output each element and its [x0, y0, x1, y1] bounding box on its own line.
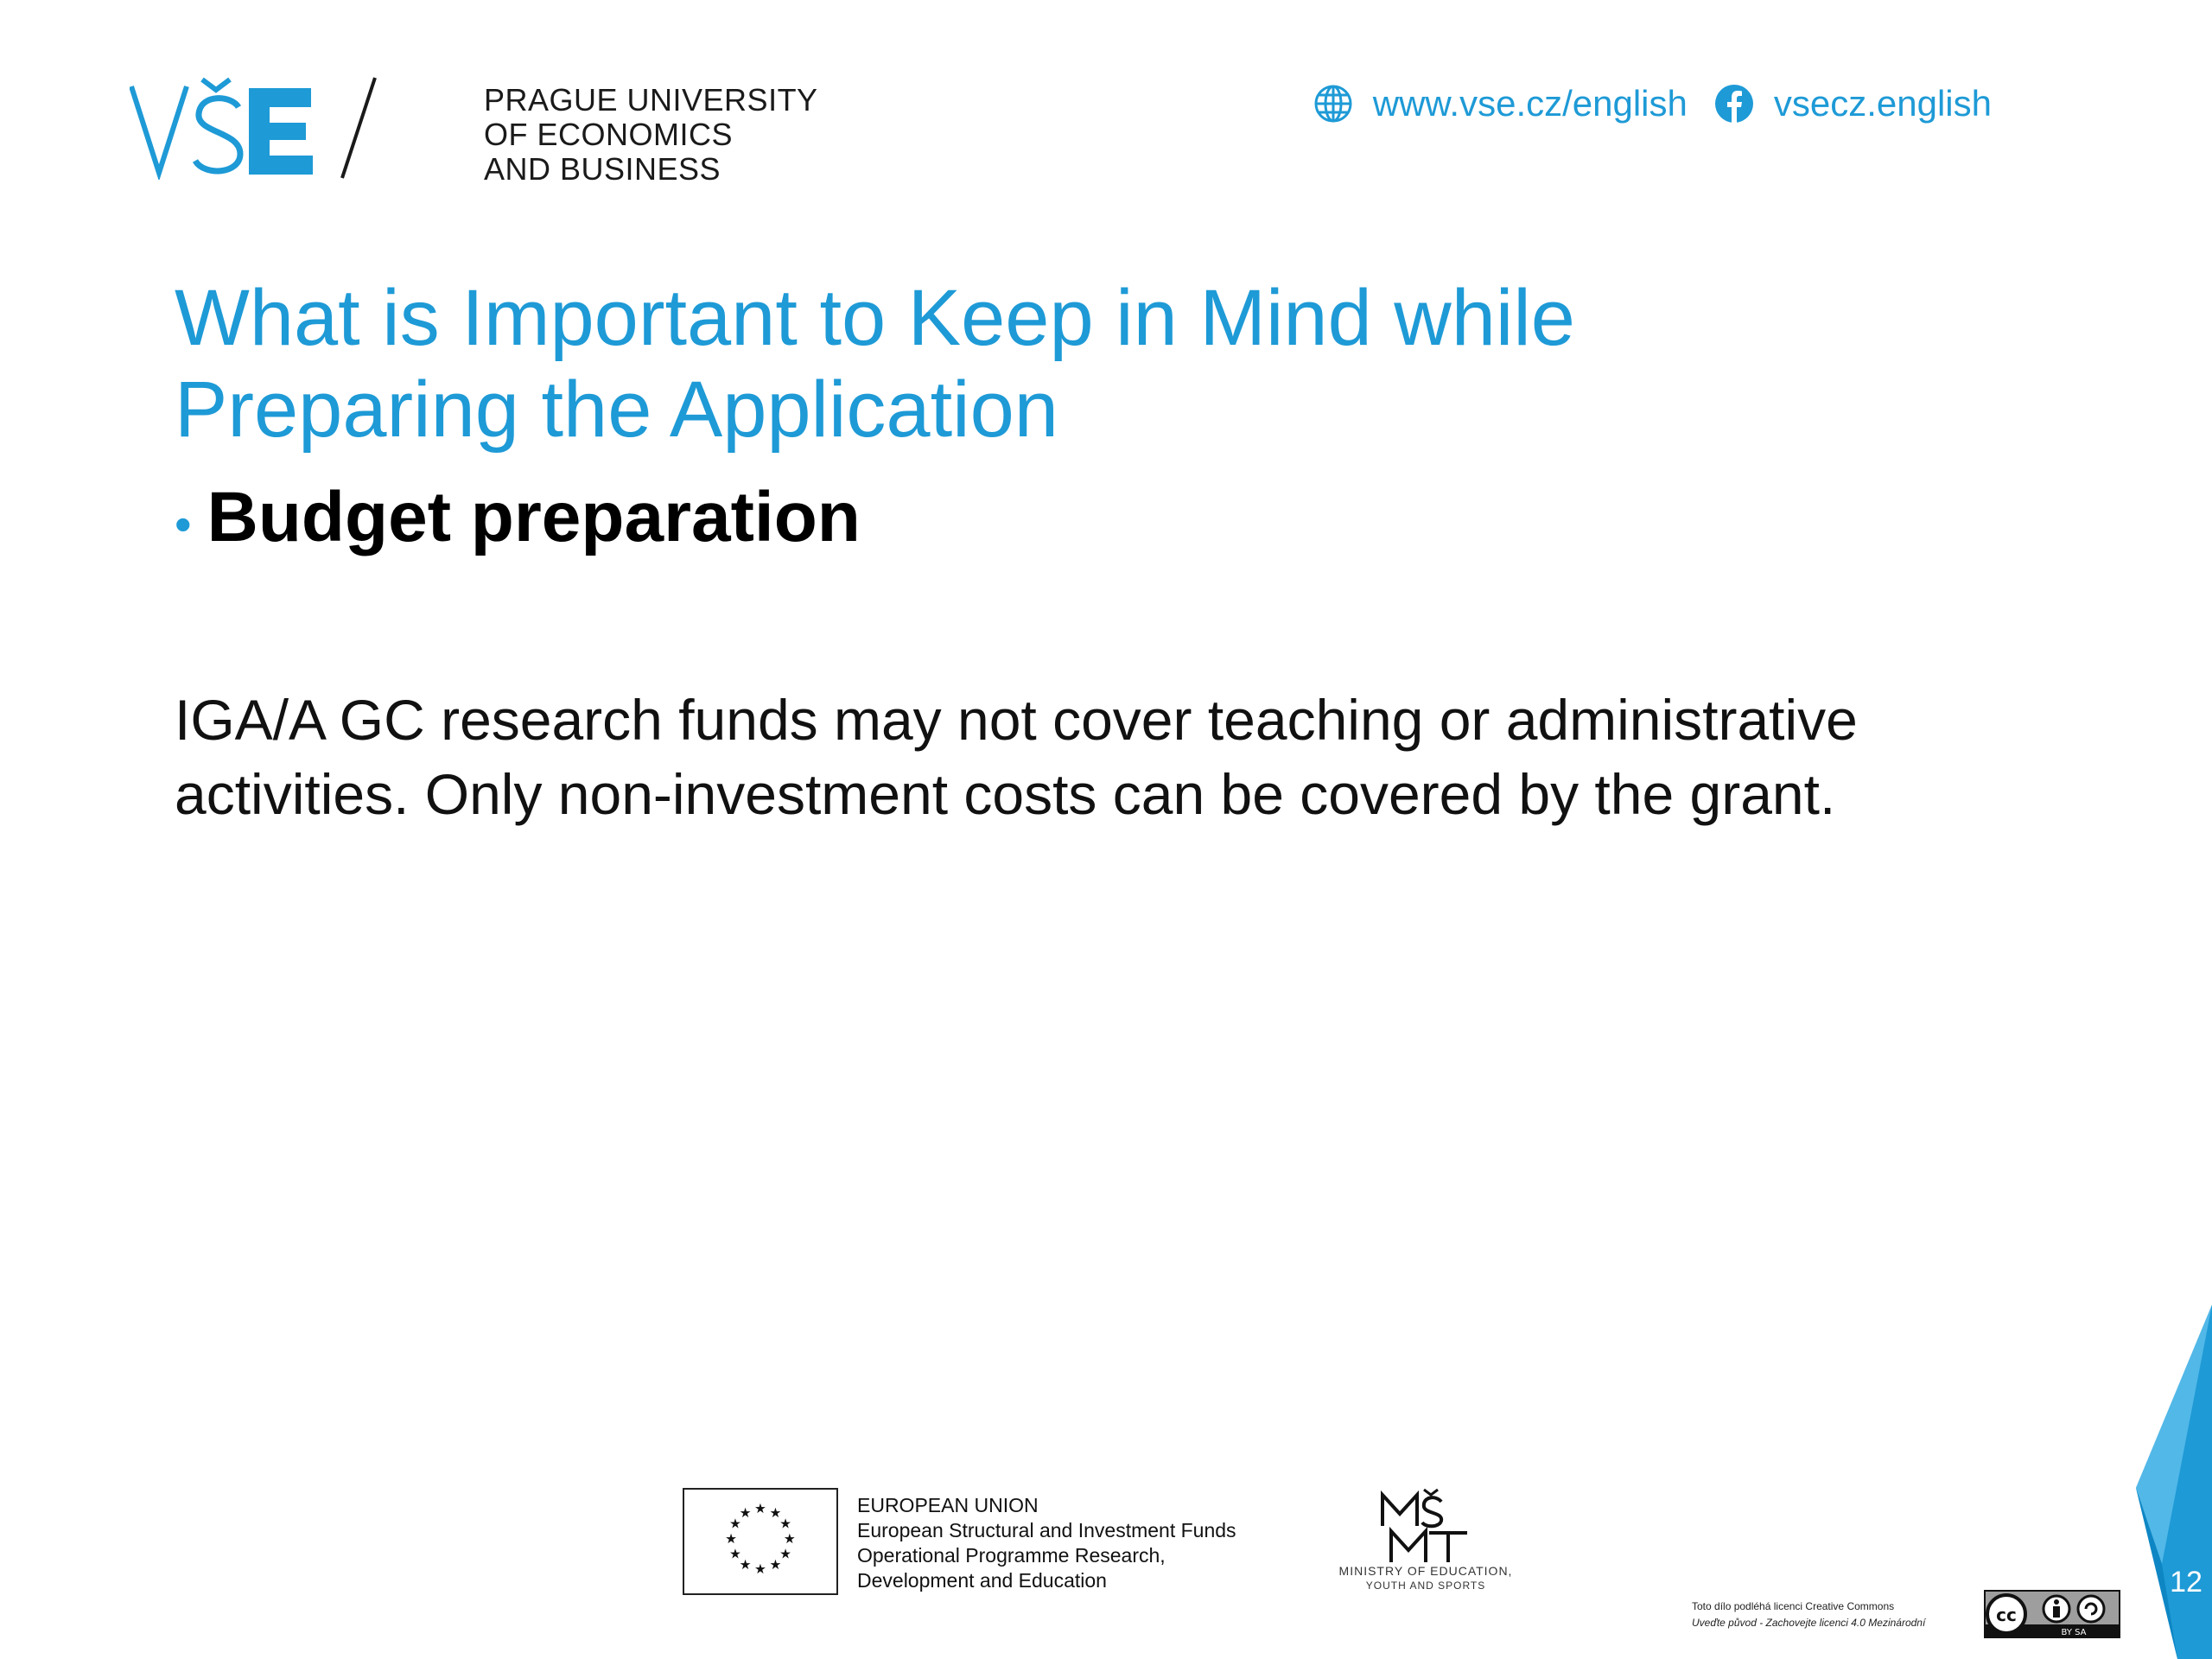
- logo-line-2: OF ECONOMICS: [484, 117, 734, 152]
- svg-text:★: ★: [725, 1530, 738, 1547]
- cc-by-sa-badge-icon[interactable]: [1984, 1590, 2120, 1638]
- slide-title-line-2: Preparing the Application: [175, 365, 1058, 454]
- facebook-link[interactable]: [1713, 83, 1992, 124]
- svg-text:★: ★: [783, 1530, 796, 1547]
- website-link[interactable]: [1313, 83, 1688, 124]
- bullet-text: Budget preparation: [207, 478, 861, 556]
- page-number: 12: [2170, 1566, 2202, 1599]
- svg-text:★: ★: [769, 1556, 782, 1573]
- msmt-logo: [1322, 1488, 1529, 1592]
- body-line-2: activities. Only non-investment costs can be covered by the grant.: [175, 762, 1836, 826]
- msmt-text-line-2: YOUTH AND SPORTS: [1365, 1580, 1486, 1592]
- body-paragraph: [175, 683, 2075, 831]
- facebook-icon: [1713, 83, 1755, 124]
- bullet-dot: •: [175, 497, 192, 551]
- bullet-item: [175, 477, 861, 558]
- svg-text:★: ★: [754, 1560, 766, 1577]
- slide-title: [175, 272, 1989, 455]
- license-text: [1692, 1599, 1925, 1631]
- eu-funding-text: [857, 1493, 1236, 1593]
- eu-text-line-3: Operational Programme Research,: [857, 1544, 1166, 1567]
- globe-icon: [1313, 83, 1354, 124]
- website-link-label: www.vse.cz/english: [1372, 83, 1688, 124]
- logo-line-1: PRAGUE UNIVERSITY: [484, 82, 818, 118]
- body-line-1: IGA/A GC research funds may not cover teaching or administrative: [175, 688, 1858, 752]
- eu-text-line-4: Development and Education: [857, 1569, 1107, 1592]
- svg-text:★: ★: [729, 1546, 741, 1562]
- vse-logo-mark: [130, 76, 428, 180]
- slide-title-line-1: What is Important to Keep in Mind while: [175, 274, 1575, 362]
- svg-text:★: ★: [739, 1504, 752, 1521]
- svg-text:★: ★: [729, 1516, 741, 1532]
- eu-flag-icon: [683, 1488, 838, 1595]
- eu-text-line-2: European Structural and Investment Funds: [857, 1519, 1236, 1541]
- facebook-link-label: vsecz.english: [1773, 83, 1992, 124]
- svg-text:★: ★: [779, 1516, 791, 1532]
- header-links: [1313, 83, 1992, 124]
- svg-text:★: ★: [739, 1556, 752, 1573]
- license-line-1: Toto dílo podléhá licenci Creative Commons: [1692, 1600, 1895, 1612]
- logo-text: [484, 83, 818, 187]
- vse-logo: [130, 76, 818, 188]
- svg-text:★: ★: [769, 1504, 782, 1521]
- license-line-2: Uveďte původ - Zachovejte licenci 4.0 Mezinárodní: [1692, 1617, 1926, 1629]
- eu-text-line-1: EUROPEAN UNION: [857, 1494, 1039, 1516]
- cc-badge-label: BY SA: [2061, 1628, 2087, 1637]
- corner-decoration: [2126, 1305, 2212, 1659]
- svg-text:★: ★: [754, 1501, 766, 1517]
- msmt-logo-mark: [1377, 1488, 1472, 1566]
- logo-line-3: AND BUSINESS: [484, 151, 721, 187]
- msmt-text-line-1: MINISTRY OF EDUCATION,: [1338, 1564, 1513, 1578]
- svg-text:cc: cc: [1996, 1605, 2017, 1625]
- svg-text:★: ★: [779, 1546, 791, 1562]
